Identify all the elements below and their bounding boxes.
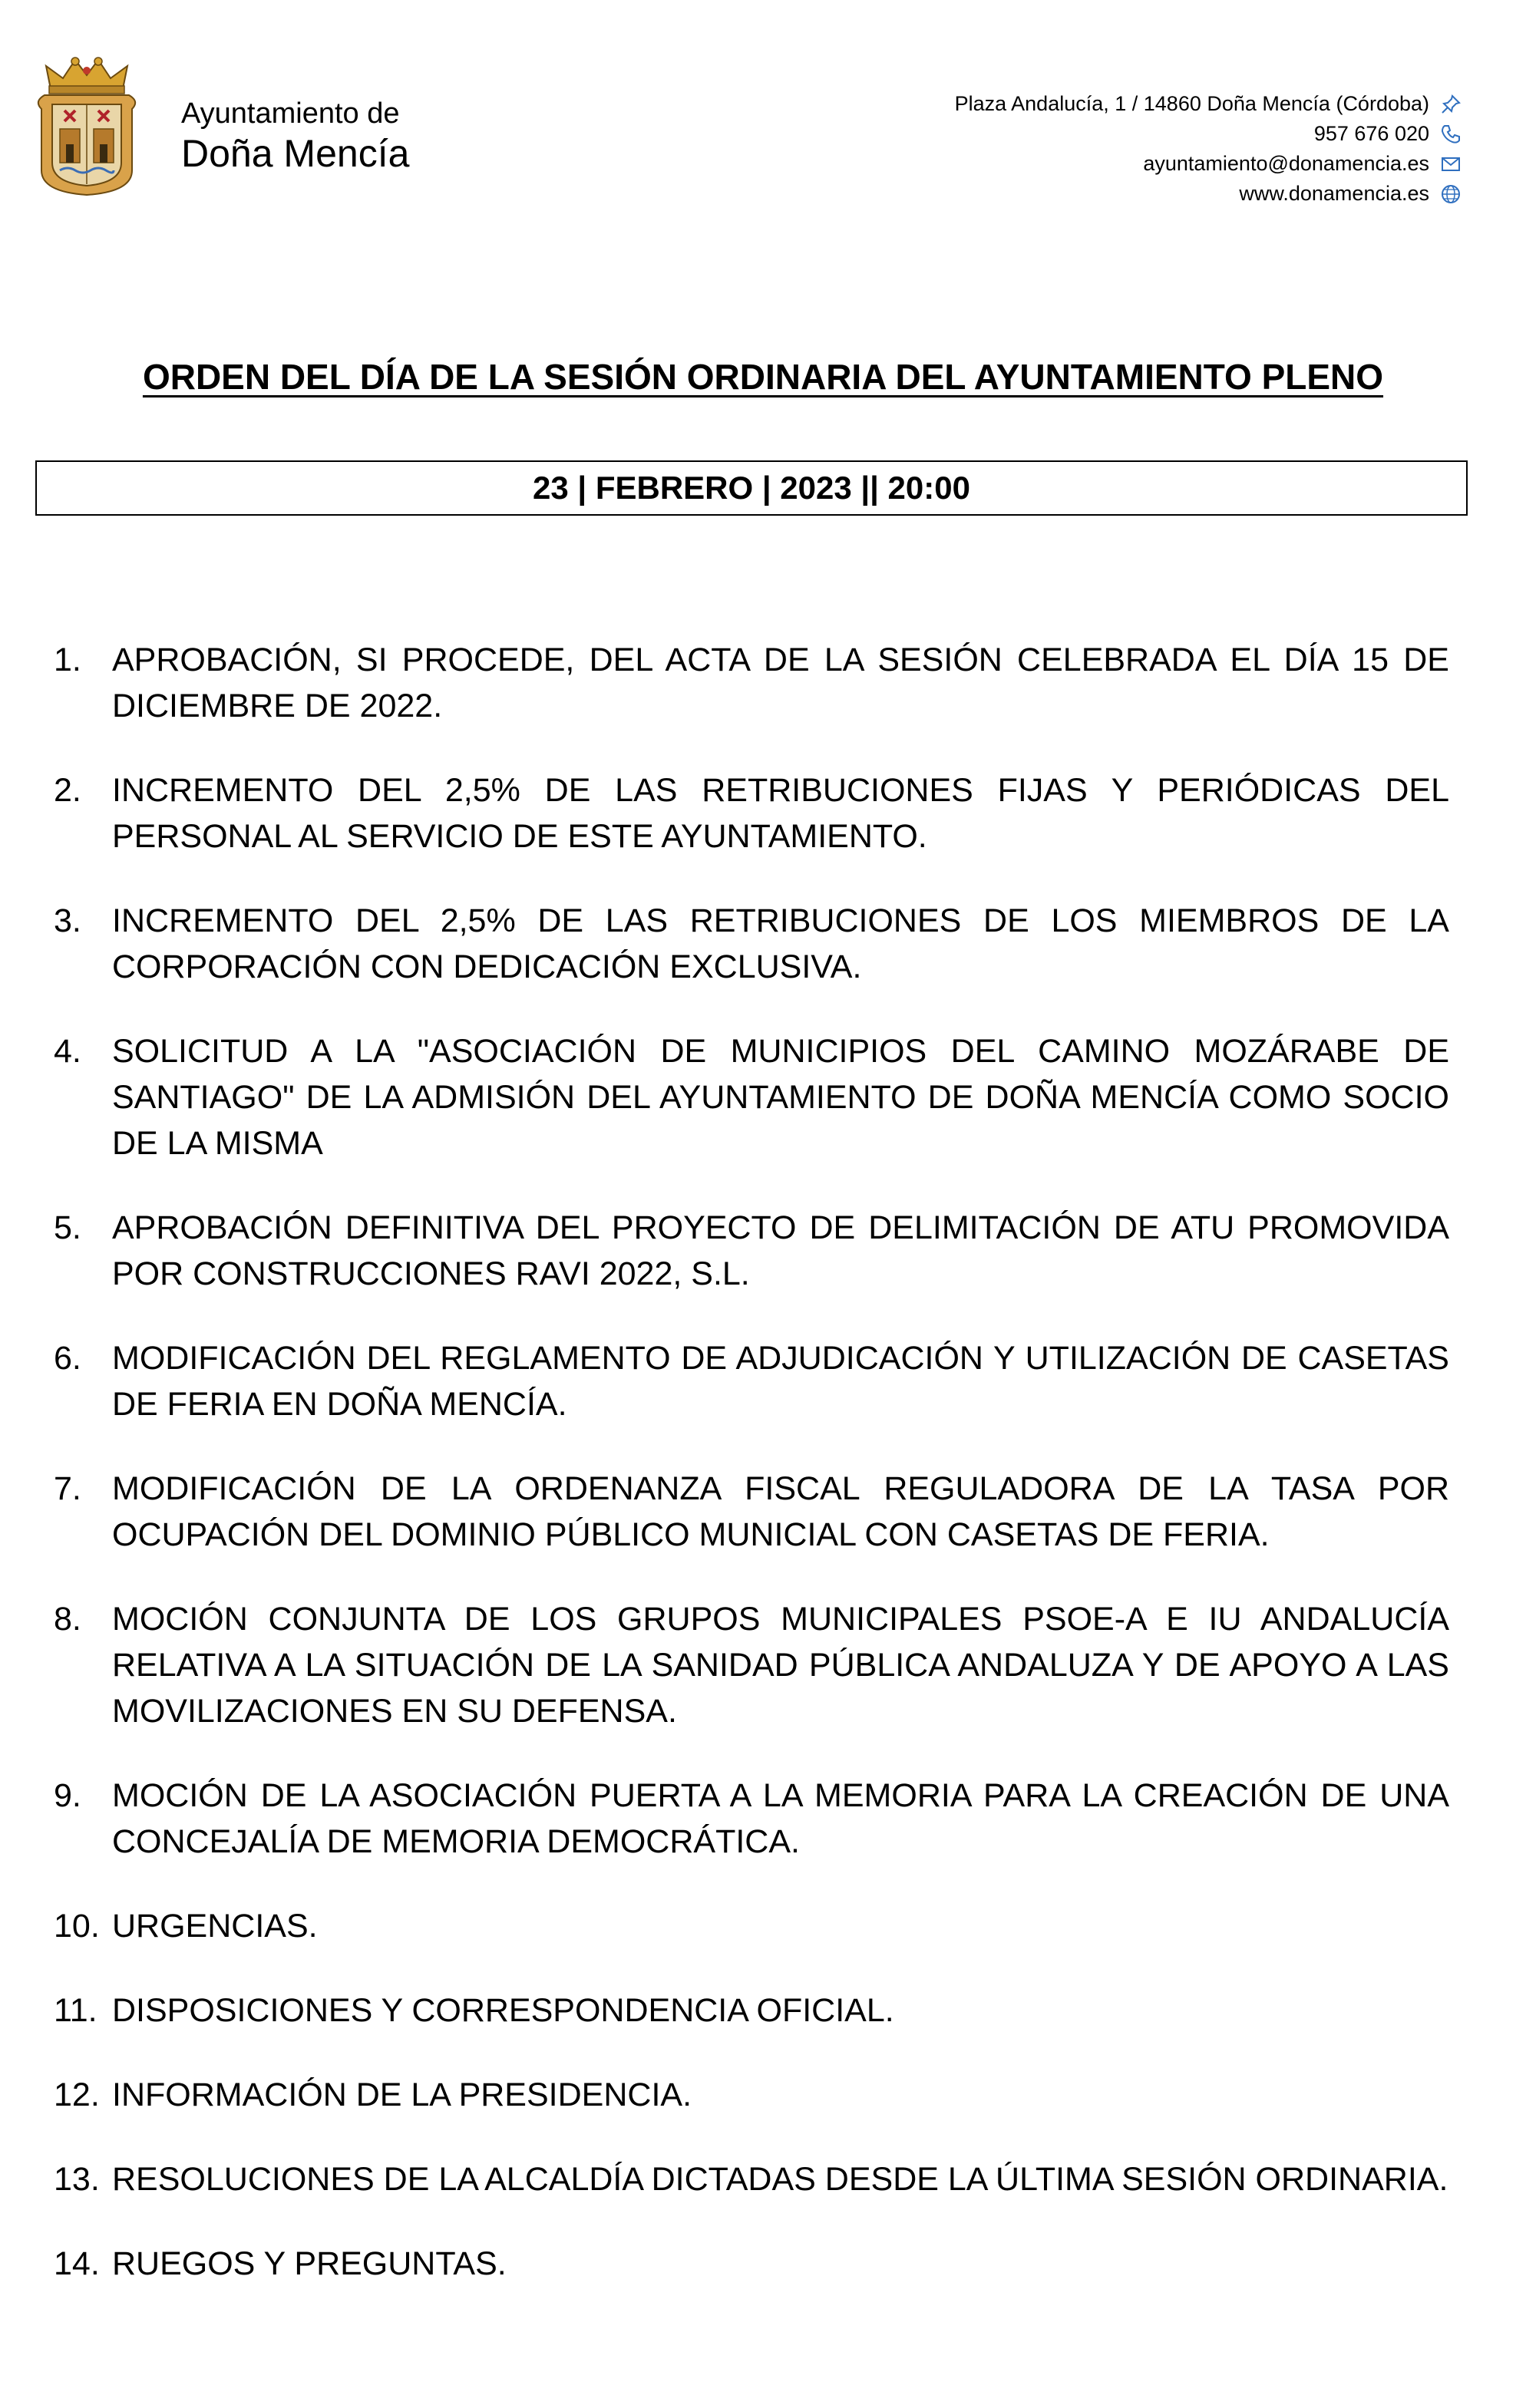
- agenda-item: [54, 1987, 1449, 2034]
- agenda-item-number: 8.: [54, 1601, 81, 1638]
- contact-phone: [955, 119, 1462, 149]
- agenda-item-text: URGENCIAS.: [112, 1908, 318, 1945]
- agenda-item-number: 9.: [54, 1777, 81, 1814]
- agenda-item-text: SOLICITUD A LA "ASOCIACIÓN DE MUNICIPIOS DEL CAMINO MOZÁRABE DE SANTIAGO" DE LA ADMISIÓN DEL AYUNTAMIENTO DE DOÑA MENCÍA COMO SOCIO DE LA MISMA: [112, 1033, 1449, 1162]
- agenda-item-number: 6.: [54, 1340, 81, 1377]
- agenda-item-text: APROBACIÓN, SI PROCEDE, DEL ACTA DE LA SESIÓN CELEBRADA EL DÍA 15 DE DICIEMBRE DE 2022.: [112, 642, 1449, 724]
- email-text: ayuntamiento@donamencia.es: [1143, 152, 1429, 175]
- agenda-item-number: 1.: [54, 642, 81, 678]
- org-name-line1: Ayuntamiento de: [181, 97, 400, 130]
- agenda-item: [54, 1596, 1449, 1734]
- coat-of-arms-logo: [34, 55, 140, 196]
- session-date: 23 | FEBRERO | 2023 || 20:00: [533, 470, 970, 506]
- agenda-item-text: APROBACIÓN DEFINITIVA DEL PROYECTO DE DELIMITACIÓN DE ATU PROMOVIDA POR CONSTRUCCIONES RAVI 2022, S.L.: [112, 1209, 1449, 1292]
- contact-email: [955, 149, 1462, 179]
- org-name-line2: Doña Mencía: [181, 132, 410, 175]
- agenda-item: [54, 2241, 1449, 2287]
- phone-icon: [1440, 124, 1462, 145]
- agenda-item-text: MOCIÓN DE LA ASOCIACIÓN PUERTA A LA MEMORIA PARA LA CREACIÓN DE UNA CONCEJALÍA DE MEMORIA DEMOCRÁTICA.: [112, 1777, 1449, 1860]
- agenda-item-text: MODIFICACIÓN DEL REGLAMENTO DE ADJUDICACIÓN Y UTILIZACIÓN DE CASETAS DE FERIA EN DOÑA MENCÍA.: [112, 1340, 1449, 1423]
- contact-block: [955, 89, 1462, 209]
- agenda-item-number: 4.: [54, 1033, 81, 1070]
- pin-icon: [1440, 94, 1462, 115]
- agenda-item-text: RUEGOS Y PREGUNTAS.: [112, 2245, 507, 2282]
- agenda-item-text: DISPOSICIONES Y CORRESPONDENCIA OFICIAL.: [112, 1992, 894, 2029]
- agenda-item-number: 5.: [54, 1209, 81, 1246]
- contact-web: [955, 179, 1462, 209]
- document-title: ORDEN DEL DÍA DE LA SESIÓN ORDINARIA DEL AYUNTAMIENTO PLENO: [142, 357, 1384, 397]
- agenda-item: [54, 637, 1449, 729]
- agenda-item-text: INFORMACIÓN DE LA PRESIDENCIA.: [112, 2076, 692, 2113]
- agenda-list: [54, 637, 1449, 2325]
- agenda-item-number: 7.: [54, 1470, 81, 1507]
- agenda-item-text: MODIFICACIÓN DE LA ORDENANZA FISCAL REGULADORA DE LA TASA POR OCUPACIÓN DEL DOMINIO PÚBLICO MUNICIAL CON CASETAS DE FERIA.: [112, 1470, 1449, 1553]
- agenda-item: [54, 1903, 1449, 1949]
- agenda-item: [54, 2156, 1449, 2202]
- agenda-item-text: MOCIÓN CONJUNTA DE LOS GRUPOS MUNICIPALES PSOE-A E IU ANDALUCÍA RELATIVA A LA SITUACIÓN DE LA SANIDAD PÚBLICA ANDALUZA Y DE APOYO A LAS MOVILIZACIONES EN SU DEFENSA.: [112, 1601, 1449, 1730]
- agenda-item: [54, 1773, 1449, 1865]
- agenda-item-text: INCREMENTO DEL 2,5% DE LAS RETRIBUCIONES FIJAS Y PERIÓDICAS DEL PERSONAL AL SERVICIO DE ESTE AYUNTAMIENTO.: [112, 772, 1449, 855]
- agenda-item: [54, 2072, 1449, 2118]
- mail-icon: [1440, 153, 1462, 175]
- agenda-item: [54, 1335, 1449, 1427]
- agenda-item-number: 13.: [54, 2161, 100, 2198]
- globe-icon: [1440, 183, 1462, 205]
- address-text: Plaza Andalucía, 1 / 14860 Doña Mencía (Córdoba): [954, 92, 1429, 115]
- agenda-item-number: 11.: [54, 1992, 97, 2029]
- letterhead: [0, 0, 1526, 215]
- agenda-item-number: 3.: [54, 902, 81, 939]
- session-date-box: [35, 460, 1468, 516]
- phone-text: 957 676 020: [1313, 122, 1429, 145]
- agenda-item: [54, 1028, 1449, 1166]
- agenda-item-number: 2.: [54, 772, 81, 809]
- agenda-item-number: 12.: [54, 2076, 100, 2113]
- web-text: www.donamencia.es: [1239, 182, 1429, 205]
- agenda-item: [54, 898, 1449, 990]
- agenda-item: [54, 1205, 1449, 1297]
- agenda-item-text: INCREMENTO DEL 2,5% DE LAS RETRIBUCIONES DE LOS MIEMBROS DE LA CORPORACIÓN CON DEDICACIÓN EXCLUSIVA.: [112, 902, 1449, 985]
- agenda-item: [54, 767, 1449, 859]
- org-name: [181, 97, 409, 176]
- agenda-item-number: 10.: [54, 1908, 100, 1945]
- agenda-item: [54, 1466, 1449, 1558]
- agenda-item-number: 14.: [54, 2245, 100, 2282]
- agenda-item-text: RESOLUCIONES DE LA ALCALDÍA DICTADAS DESDE LA ÚLTIMA SESIÓN ORDINARIA.: [112, 2161, 1448, 2198]
- contact-address: [955, 89, 1462, 119]
